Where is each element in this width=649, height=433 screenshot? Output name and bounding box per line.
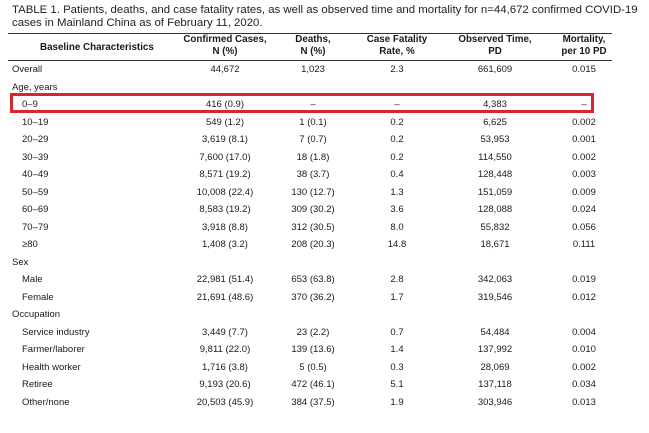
cell-confirmed: 3,619 (8.1) <box>202 134 248 145</box>
cell-cfr: 0.2 <box>390 116 404 128</box>
cell-label: Male <box>22 274 43 285</box>
cell-cfr: – <box>394 99 400 110</box>
cell-deaths: 653 (63.8) <box>291 274 335 285</box>
cell-observed: 137,118 <box>478 379 512 390</box>
cell-confirmed: 3,449 (7.7) <box>202 326 248 338</box>
cell-mortality: 0.001 <box>572 134 596 145</box>
cell-observed: 303,946 <box>477 396 513 408</box>
table-row <box>0 61 649 78</box>
table-row <box>0 131 649 148</box>
cell-cfr: 1.9 <box>390 396 404 408</box>
cell-label: 60–69 <box>22 204 49 215</box>
cell-cfr: 3.6 <box>390 204 404 215</box>
table-row <box>0 114 649 131</box>
cell-confirmed: 3,918 (8.8) <box>202 221 248 233</box>
table-row <box>0 149 649 166</box>
header-deaths <box>268 34 358 58</box>
cell-observed: 114,550 <box>478 151 512 163</box>
cell-confirmed: 21,691 (48.6) <box>196 291 254 303</box>
cell-deaths: 208 (20.3) <box>291 239 335 250</box>
cell-label: 20–29 <box>22 134 49 145</box>
cell-observed: 55,832 <box>480 221 510 233</box>
cell-deaths: 1 (0.1) <box>299 116 327 128</box>
cell-deaths: 5 (0.5) <box>299 361 327 373</box>
header-cfr-line2: Rate, % <box>379 46 415 57</box>
cell-label: Overall <box>12 64 43 75</box>
cell-confirmed: 8,583 (19.2) <box>199 204 251 215</box>
cell-mortality: 0.004 <box>572 326 596 338</box>
cell-label: Occupation <box>12 309 61 320</box>
cell-deaths: 1,023 <box>301 64 325 75</box>
cell-confirmed: 10,008 (22.4) <box>196 186 254 198</box>
cell-observed: 4,383 <box>483 99 507 110</box>
cell-mortality: 0.012 <box>572 291 596 303</box>
cell-deaths: 309 (30.2) <box>291 204 335 215</box>
cell-cfr: 14.8 <box>387 239 407 250</box>
cell-label: Retiree <box>22 379 53 390</box>
cell-label: ≥80 <box>22 239 38 250</box>
cell-deaths: – <box>310 99 316 110</box>
cell-cfr: 0.3 <box>390 361 404 373</box>
table-row <box>0 219 649 236</box>
cell-label: Age, years <box>12 81 58 93</box>
cell-label: 30–39 <box>22 151 49 163</box>
cell-label: 0–9 <box>22 99 38 110</box>
cell-cfr: 2.8 <box>390 274 404 285</box>
cell-observed: 28,069 <box>480 361 510 373</box>
cell-mortality: 0.111 <box>572 239 596 250</box>
highlight-box <box>10 93 594 113</box>
cell-confirmed: 22,981 (51.4) <box>196 274 254 285</box>
cell-label: Farmer/laborer <box>22 344 85 355</box>
cell-mortality: 0.015 <box>572 64 596 75</box>
cell-cfr: 1.4 <box>390 344 404 355</box>
header-confirmed <box>175 34 275 58</box>
cell-cfr: 5.1 <box>390 379 404 390</box>
table-row <box>0 341 649 358</box>
table-caption: TABLE 1. Patients, deaths, and case fatality rates, as well as observed time and mortality for n=44,672 confirmed COVID-19 cases in Mainland China as of February 11, 2020. <box>12 4 638 29</box>
table-row <box>0 201 649 218</box>
cell-label: Health worker <box>22 361 81 373</box>
table-row <box>0 236 649 253</box>
header-deaths-line1: Deaths, <box>295 34 331 45</box>
cell-confirmed: 7,600 (17.0) <box>199 151 251 163</box>
cell-confirmed: 416 (0.9) <box>205 99 245 110</box>
header-cfr-line1: Case Fatality <box>366 34 428 45</box>
cell-mortality: 0.002 <box>572 361 596 373</box>
header-mortality-line1: Mortality, <box>562 34 606 45</box>
cell-cfr: 0.4 <box>390 169 404 180</box>
cell-mortality: 0.034 <box>572 379 596 390</box>
cell-label: 10–19 <box>22 116 49 128</box>
cell-deaths: 130 (12.7) <box>291 186 335 198</box>
table-row <box>0 324 649 341</box>
header-observed-line1: Observed Time, <box>458 34 532 45</box>
table-row <box>0 184 649 201</box>
cell-label: Other/none <box>22 396 70 408</box>
cell-mortality: 0.056 <box>572 221 596 233</box>
cell-label: Sex <box>12 256 29 268</box>
header-mortality <box>534 34 634 58</box>
cell-mortality: 0.019 <box>572 274 596 285</box>
header-confirmed-line1: Confirmed Cases, <box>183 34 267 45</box>
cell-cfr: 1.7 <box>390 291 404 303</box>
cell-observed: 661,609 <box>477 64 513 75</box>
cell-observed: 151,059 <box>477 186 513 198</box>
table-group-row <box>0 254 649 271</box>
cell-label: Female <box>22 291 54 303</box>
cell-label: 40–49 <box>22 169 49 180</box>
cell-cfr: 1.3 <box>390 186 404 198</box>
cell-mortality: 0.003 <box>572 169 596 180</box>
cell-confirmed: 549 (1.2) <box>205 116 245 128</box>
cell-observed: 319,546 <box>477 291 513 303</box>
cell-observed: 137,992 <box>477 344 513 355</box>
cell-observed: 128,088 <box>477 204 513 215</box>
table-row <box>0 376 649 393</box>
cell-mortality: 0.010 <box>572 344 596 355</box>
cell-deaths: 312 (30.5) <box>291 221 335 233</box>
cell-cfr: 2.3 <box>390 64 404 75</box>
cell-observed: 342,063 <box>477 274 513 285</box>
table-row <box>0 289 649 306</box>
table-row <box>0 359 649 376</box>
header-deaths-line2: N (%) <box>300 46 326 57</box>
cell-observed: 128,448 <box>477 169 513 180</box>
cell-confirmed: 1,408 (3.2) <box>202 239 248 250</box>
cell-observed: 6,625 <box>483 116 507 128</box>
table-row <box>0 271 649 288</box>
cell-deaths: 7 (0.7) <box>299 134 327 145</box>
cell-mortality: – <box>581 99 587 110</box>
cell-mortality: 0.002 <box>572 116 596 128</box>
cell-label: 50–59 <box>22 186 49 198</box>
cell-deaths: 23 (2.2) <box>296 326 330 338</box>
cell-confirmed: 8,571 (19.2) <box>199 169 251 180</box>
cell-confirmed: 20,503 (45.9) <box>196 396 254 408</box>
cell-label: Service industry <box>22 326 90 338</box>
cell-confirmed: 9,811 (22.0) <box>199 344 251 355</box>
table-group-row <box>0 306 649 323</box>
cell-mortality: 0.009 <box>572 186 596 198</box>
header-confirmed-line2: N (%) <box>212 46 238 57</box>
table-row <box>0 394 649 411</box>
cell-label: 70–79 <box>22 221 49 233</box>
cell-mortality: 0.024 <box>572 204 596 215</box>
cell-cfr: 0.7 <box>390 326 404 338</box>
table-row <box>0 166 649 183</box>
cell-observed: 53,953 <box>480 134 510 145</box>
cell-deaths: 384 (37.5) <box>291 396 335 408</box>
cell-deaths: 18 (1.8) <box>296 151 330 163</box>
cell-deaths: 472 (46.1) <box>291 379 335 390</box>
cell-confirmed: 44,672 <box>210 64 240 75</box>
header-observed-line2: PD <box>488 46 502 57</box>
cell-confirmed: 1,716 (3.8) <box>202 361 248 373</box>
header-cfr <box>352 34 442 58</box>
header-mortality-line2: per 10 PD <box>561 46 607 57</box>
cell-cfr: 0.2 <box>390 151 404 163</box>
cell-deaths: 139 (13.6) <box>291 344 335 355</box>
cell-observed: 18,671 <box>480 239 510 250</box>
cell-cfr: 8.0 <box>390 221 404 233</box>
cell-confirmed: 9,193 (20.6) <box>199 379 251 390</box>
cell-cfr: 0.2 <box>390 134 404 145</box>
cell-mortality: 0.002 <box>572 151 596 163</box>
cell-mortality: 0.013 <box>572 396 596 408</box>
cell-deaths: 370 (36.2) <box>291 291 335 303</box>
cell-observed: 54,484 <box>480 326 510 338</box>
cell-deaths: 38 (3.7) <box>296 169 330 180</box>
header-characteristic: Baseline Characteristics <box>40 42 154 53</box>
